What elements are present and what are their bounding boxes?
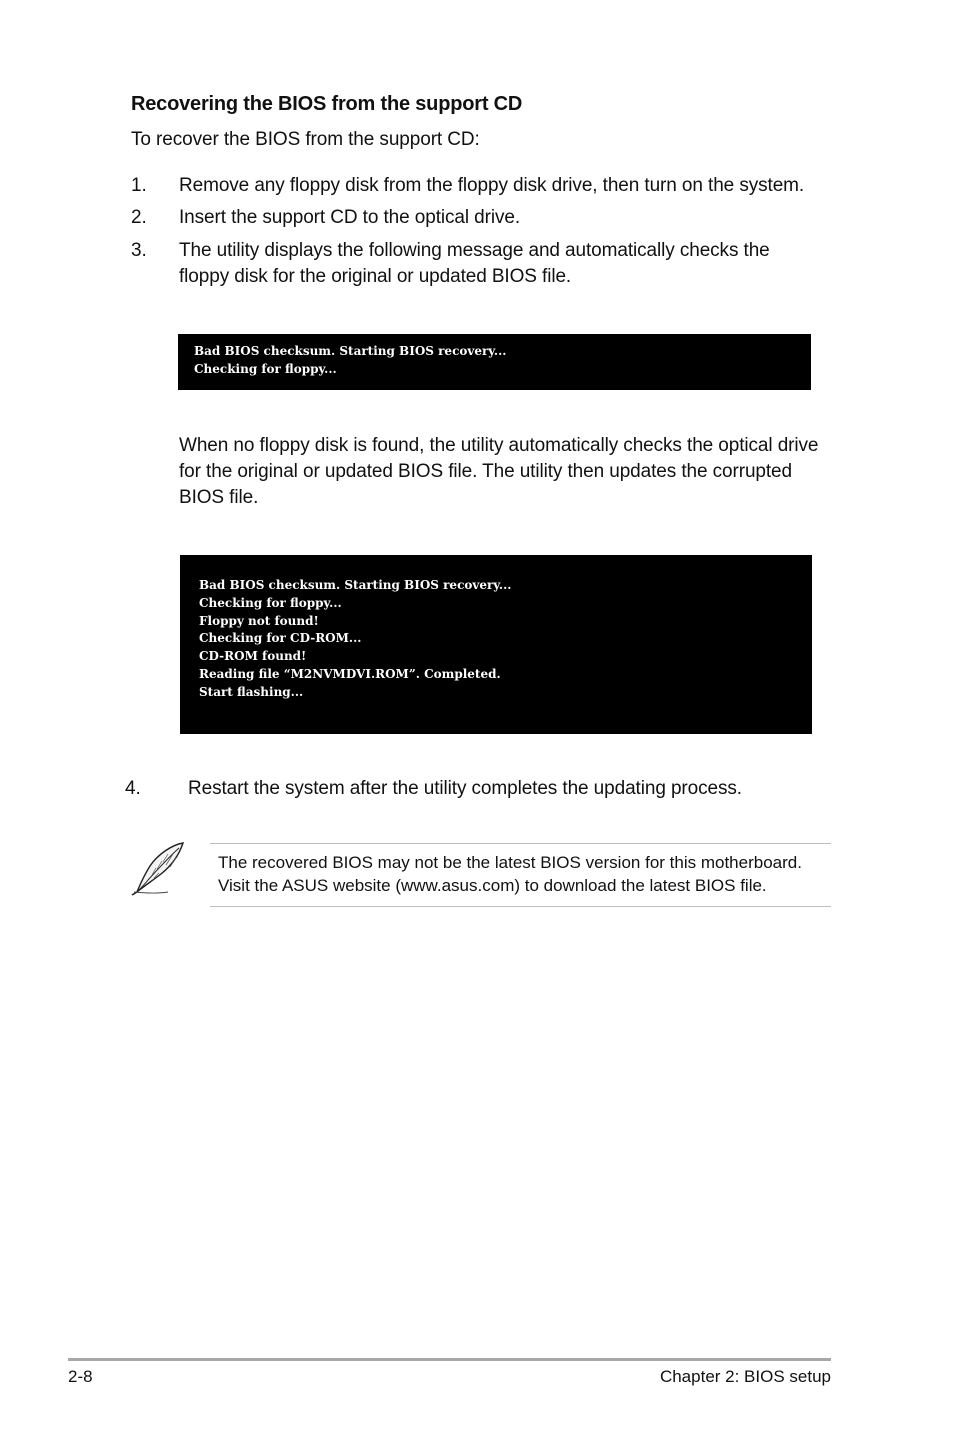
terminal-line: Checking for CD-ROM... xyxy=(199,631,362,646)
note-line: The recovered BIOS may not be the latest BIOS version for this motherboard. xyxy=(218,853,802,872)
explanation-line: for the original or updated BIOS file. The utility then updates the corrupted xyxy=(179,461,792,482)
terminal-line: Bad BIOS checksum. Starting BIOS recovery... xyxy=(194,344,507,358)
terminal-line: Checking for floppy... xyxy=(194,361,337,376)
explanation-text xyxy=(179,433,818,511)
step-2-text: Insert the support CD to the optical drive. xyxy=(179,207,521,228)
intro-text: To recover the BIOS from the support CD: xyxy=(131,129,480,150)
terminal-line: CD-ROM found! xyxy=(199,649,307,664)
quill-pen-icon xyxy=(128,840,186,898)
step-3-line: floppy disk for the original or updated BIOS file. xyxy=(179,266,572,287)
terminal-line: Floppy not found! xyxy=(199,613,319,628)
step-1-text: Remove any floppy disk from the floppy disk drive, then turn on the system. xyxy=(179,175,805,196)
step-4-number: 4. xyxy=(125,778,141,799)
note-top-rule xyxy=(210,843,831,844)
page-number: 2-8 xyxy=(68,1367,93,1386)
explanation-line: BIOS file. xyxy=(179,487,259,508)
note-text xyxy=(218,851,802,897)
step-1-number: 1. xyxy=(131,175,147,196)
terminal-line: Reading file “M2NVMDVI.ROM”. Completed. xyxy=(199,666,501,681)
section-heading: Recovering the BIOS from the support CD xyxy=(131,93,523,115)
step-3-number: 3. xyxy=(131,240,147,261)
terminal-output-floppy-check xyxy=(178,334,811,390)
note-line: Visit the ASUS website (www.asus.com) to download the latest BIOS file. xyxy=(218,876,767,895)
step-3-line: The utility displays the following message and automatically checks the xyxy=(179,240,770,261)
step-3-text xyxy=(179,238,770,290)
terminal-line: Start flashing... xyxy=(199,684,304,699)
step-2-number: 2. xyxy=(131,207,147,228)
explanation-line: When no floppy disk is found, the utility automatically checks the optical drive xyxy=(179,435,819,456)
step-4-text: Restart the system after the utility completes the updating process. xyxy=(188,778,742,799)
chapter-title: Chapter 2: BIOS setup xyxy=(659,1367,831,1386)
footer-rule xyxy=(68,1358,831,1361)
terminal-line: Checking for floppy... xyxy=(199,595,342,610)
terminal-output-cdrom-recovery xyxy=(180,555,812,734)
note-bottom-rule xyxy=(210,906,831,907)
terminal-line: Bad BIOS checksum. Starting BIOS recovery... xyxy=(199,578,512,592)
